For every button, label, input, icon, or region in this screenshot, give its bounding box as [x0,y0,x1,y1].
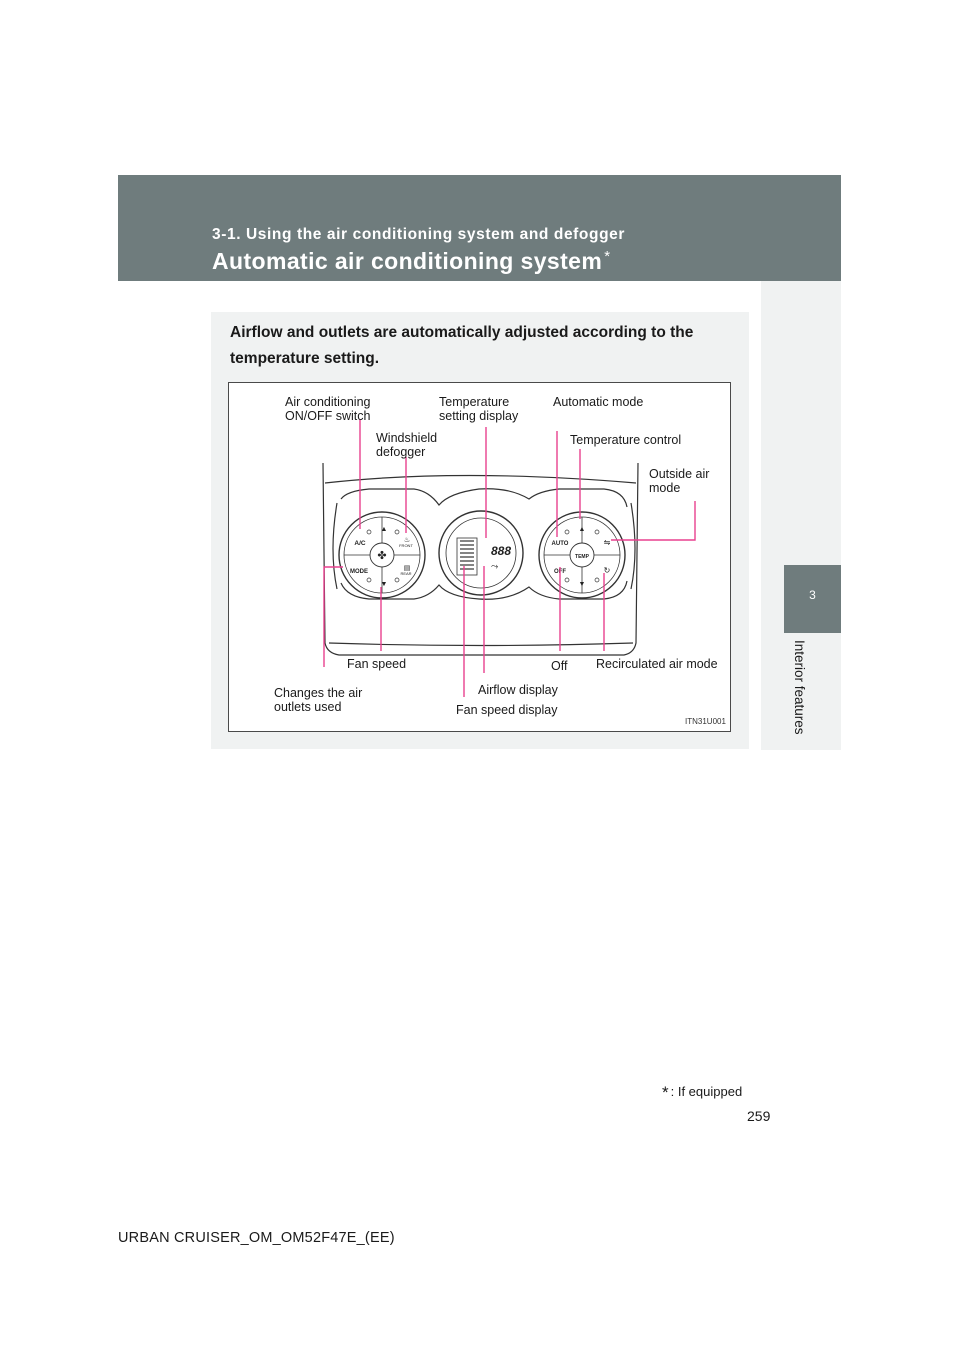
off-button-label[interactable]: OFF [554,569,566,575]
label-outside-air: Outside air mode [649,467,710,495]
rear-defogger-icon: ▤ [403,565,411,572]
label-fan-speed: Fan speed [347,657,407,671]
page-title-text: Automatic air conditioning system [212,248,603,274]
rear-defogger-label[interactable]: REAR [400,571,412,576]
footnote [662,1083,742,1103]
fan-icon: ✤ [377,550,387,562]
recirculated-air-icon: ↻ [603,566,611,575]
ac-button-label[interactable]: A/C [354,540,366,547]
fan-up-arrow-icon: ▲ [380,526,388,533]
label-changes-outlets: Changes the air outlets used [274,686,363,714]
label-windshield-defogger: Windshield defogger [376,431,438,459]
label-temp-control: Temperature control [570,433,682,447]
label-ac-switch: Air conditioning ON/OFF switch [285,395,371,423]
auto-button-label[interactable]: AUTO [551,541,569,547]
if-equipped-mark: * [604,248,611,265]
page-number: 259 [747,1108,771,1124]
label-temp-display: Temperature setting display [439,395,519,423]
temp-up-arrow-icon: ▲ [578,526,586,533]
label-fan-speed-display: Fan speed display [456,703,558,717]
front-defogger-label[interactable]: FRONT [399,543,413,548]
front-defogger-icon: ♨ [403,537,411,544]
intro-text: Airflow and outlets are automatically adjusted according to the temperature setting. [230,324,694,367]
label-recirculated-air: Recirculated air mode [596,657,718,671]
outside-air-icon: ⇋ [603,538,611,547]
label-automatic-mode: Automatic mode [553,395,644,409]
figure-code: ITN31U001 [685,717,726,726]
footnote-mark: * [662,1083,669,1102]
temp-down-arrow-icon: ▼ [578,581,586,588]
mode-button-label[interactable]: MODE [350,569,368,575]
chapter-tab[interactable]: 3 [784,565,841,633]
fan-down-arrow-icon: ▼ [380,581,388,588]
page-title [212,248,610,275]
document-code: URBAN CRUISER_OM_OM52F47E_(EE) [118,1230,395,1246]
section-reference: 3-1. Using the air conditioning system and defogger [212,226,625,243]
label-off: Off [551,659,568,673]
temp-dial-label[interactable]: TEMP [575,554,589,560]
control-panel-figure [228,382,731,732]
chapter-title: Interior features [792,640,807,735]
airflow-icon: ⤳ [491,561,499,571]
footnote-text: : If equipped [670,1084,743,1099]
label-airflow-display: Airflow display [478,683,558,697]
temperature-digits: 888 [491,544,512,558]
